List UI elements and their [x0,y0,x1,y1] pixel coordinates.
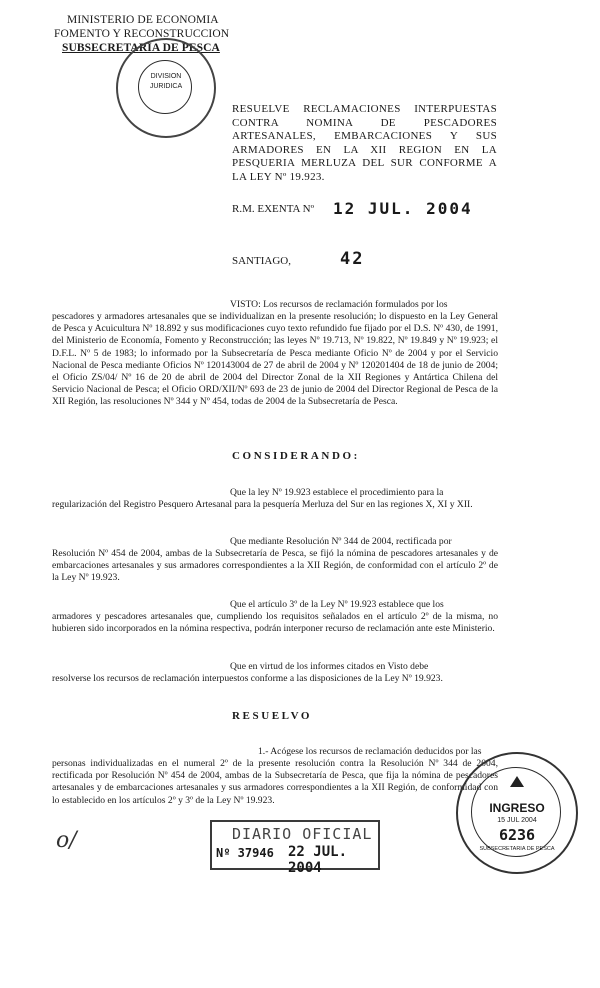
ingreso-stamp [456,752,578,874]
considerando-heading: CONSIDERANDO: [232,450,360,462]
considerando-3-body: armadores y pescadores artesanales que, cumpliendo los requisitos señalados en el artículo 2º de la misma, no hubieren sido incorporados en la nómina respectiva, podrán interponer recurso de reclamación ante este Ministerio. [52,611,498,635]
stamp-text-division: DIVISION [150,73,182,80]
ingreso-number: 6236 [498,826,536,844]
resolution-label: R.M. EXENTA Nº [232,203,314,215]
diario-oficial-title: DIARIO OFICIAL [232,825,373,843]
considerando-4-lead: Que en virtud de los informes citados en Visto debe [230,661,429,672]
visto-body: pescadores y armadores artesanales que se individualizan en la presente resolución; lo dispuesto en la Ley General de Pesca y Acuicultura Nº 18.892 y sus modificaciones cuyo texto refundido fue fijado por el D.S. Nº 430, de 1991, del Ministerio de Economía, Fomento y Reconstrucción; las leyes Nº 19.713, Nº 19.822, Nº 19.849 y Nº 19.923; el D.F.L. Nº 5 de 1983; lo informado por la Subsecretaría de Pesca mediante Oficio Nº de 2004 y por el Servicio Nacional de Pesca mediante Oficios Nº 120143004 de 27 de abril de 2004 y Nº 120201404 de 18 de junio de 2004; el Oficio ZS/04/ Nº 16 de 20 de abril de 2004 del Director Zonal de la XII Regiones y Antártica Chilena del Servicio Nacional de Pesca; el Oficio ORD/XII/Nº 693 de 23 de junio de 2004 del Director Regional de Pesca de la XII Región, las resoluciones Nº 344 y Nº 454, todas de 2004 de la Subsecretaría de Pesca. [52,311,498,408]
resuelvo-1-lead: 1.- Acógese los recursos de reclamación deducidos por las [258,746,482,757]
resuelvo-heading: RESUELVO [232,710,313,722]
stamp-text-juridica: JURIDICA [149,83,183,90]
margin-handwritten-note: o/ [56,828,77,853]
considerando-1-lead: Que la ley Nº 19.923 establece el procedimiento para la [230,487,444,498]
resolution-number: 42 [340,249,365,269]
visto-lead: VISTO: Los recursos de reclamación formulados por los [230,299,448,310]
division-juridica-stamp [116,38,216,138]
considerando-1-body: regularización del Registro Pesquero Artesanal para la pesquería Merluza del Sur en las regiones X, XI y XII. [52,499,473,510]
subsecretaria-name: SUBSECRETARIA DE PESCA [62,42,220,54]
ingreso-department: SUBSECRETARIA DE PESCA [479,846,555,852]
ministry-name: MINISTERIO DE ECONOMIA [67,14,219,26]
diario-oficial-number: Nº 37946 [216,846,274,860]
ingreso-label: INGRESO [489,801,545,815]
place-label: SANTIAGO, [232,255,291,267]
resolution-title: RESUELVE RECLAMACIONES INTERPUESTAS CONTRA NOMINA DE PESCADORES ARTESANALES, EMBARCACIONES Y SUS ARMADORES EN LA XII REGION EN LA PESQUERIA MERLUZA DEL SUR CONFORME A LA LEY Nº 19.923. [232,103,497,183]
triangle-marker-icon [510,776,524,787]
ministry-subtitle: FOMENTO Y RECONSTRUCCION [54,28,230,40]
resolution-date-stamp: 12 JUL. 2004 [333,199,473,218]
considerando-3-lead: Que el artículo 3º de la Ley Nº 19.923 establece que los [230,599,444,610]
ingreso-date: 15 JUL 2004 [497,817,537,824]
diario-oficial-date: 22 JUL. 2004 [288,844,348,876]
resuelvo-1-body: personas individualizadas en el numeral 2º de la presente resolución contra la Resolución Nº 344 de 2004, rectificada por Resolución Nº 454 de 2004, ambas de la Subsecretaría de Pesca, que fija la nómina de pescadores artesanales y de embarcaciones artesanales y sus armadores correspondientes a la XII Región, de conformidad con lo establecido en los artículos 2º y 3º de la Ley Nº 19.923. [52,758,498,806]
considerando-4-body: resolverse los recursos de reclamación interpuestos conforme a las disposiciones de la Ley Nº 19.923. [52,673,443,684]
considerando-2-lead: Que mediante Resolución Nº 344 de 2004, rectificada por [230,536,452,547]
considerando-2-body: Resolución Nº 454 de 2004, ambas de la Subsecretaría de Pesca, se fijó la nómina de pescadores artesanales y de embarcaciones artesanales y sus armadores correspondientes a la XII Región, de conformidad con el artículo 2º de la Ley Nº 19.923. [52,548,498,584]
diario-oficial-stamp [210,820,380,876]
